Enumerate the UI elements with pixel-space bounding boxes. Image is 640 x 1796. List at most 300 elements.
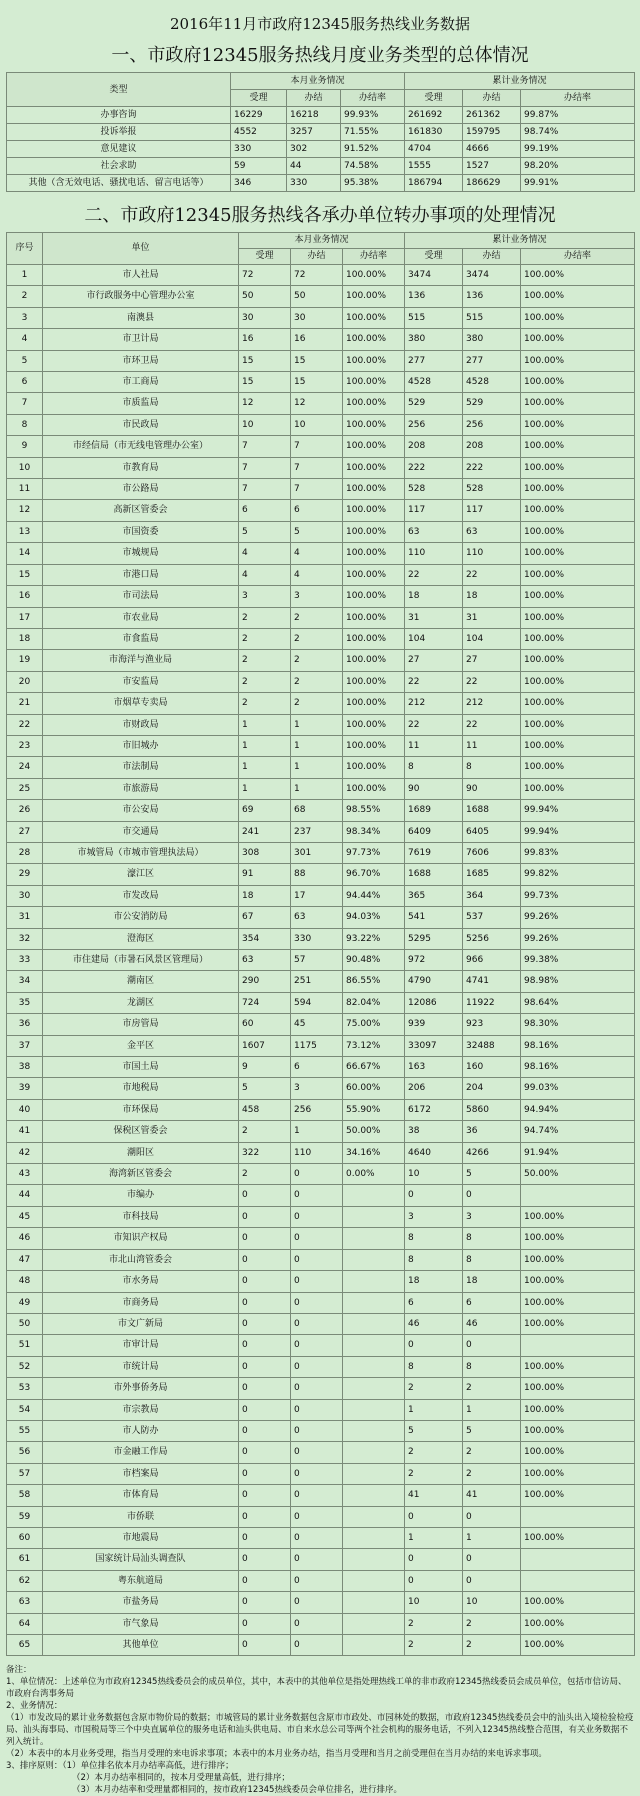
cell-seq: 12: [7, 500, 43, 521]
cell-seq: 25: [7, 778, 43, 799]
note-line: （1）市发改局的累计业务数据包含原市物价局的数据；市城管局的累计业务数据包含原市市政处、市园林处的数据，市政府12345热线委员会中的汕头出入境检验检疫局、汕头海事局、市国税局等三个中央直属单位的服务电话和汕头供电局、市自来水总公司等两个社会机构的服务电话，不列入12345热线整合范围，有关业务数据不列入统计。: [6, 1713, 634, 1748]
cell-type: 意见建议: [7, 141, 231, 158]
table-row: [7, 1549, 635, 1570]
cell-month-accepted: 0: [239, 1378, 291, 1399]
header-month: 本月业务情况: [239, 233, 405, 249]
cell-total-rate: 99.38%: [521, 950, 635, 971]
cell-month-done: 0: [291, 1399, 343, 1420]
cell-month-rate: 100.00%: [343, 586, 405, 607]
cell-total-rate: 99.91%: [521, 175, 635, 192]
cell-unit: 市工商局: [43, 372, 239, 393]
cell-total-done: 27: [463, 650, 521, 671]
cell-month-rate: [343, 1356, 405, 1377]
table-row: [7, 714, 635, 735]
cell-total-rate: 100.00%: [521, 586, 635, 607]
cell-unit: 市知识产权局: [43, 1228, 239, 1249]
cell-month-rate: [343, 1399, 405, 1420]
cell-month-done: 0: [291, 1292, 343, 1313]
cell-month-rate: 91.52%: [341, 141, 405, 158]
cell-total-rate: 100.00%: [521, 350, 635, 371]
cell-month-rate: [343, 1506, 405, 1527]
cell-total-done: 277: [463, 350, 521, 371]
cell-month-done: 10: [291, 414, 343, 435]
cell-seq: 19: [7, 650, 43, 671]
note-line: 1、单位情况：上述单位为市政府12345热线委员会的成员单位，其中，本表中的其他单位是指处理热线工单的非市政府12345热线委员会成员单位，包括市信访局、市政府台湾事务局: [6, 1677, 627, 1700]
table-row: [7, 1527, 635, 1548]
cell-total-accepted: 515: [405, 307, 463, 328]
cell-total-accepted: 110: [405, 543, 463, 564]
cell-total-accepted: 12086: [405, 992, 463, 1013]
cell-month-rate: 50.00%: [343, 1121, 405, 1142]
note-line: （3）本月办结率和受理量都相同的，按市政府12345热线委员会单位排名，进行排序。: [72, 1785, 402, 1796]
cell-total-rate: 100.00%: [521, 414, 635, 435]
header-done: 办结: [463, 90, 521, 107]
cell-seq: 42: [7, 1142, 43, 1163]
header-rate: 办结率: [341, 90, 405, 107]
cell-month-rate: 100.00%: [343, 457, 405, 478]
cell-seq: 9: [7, 436, 43, 457]
cell-month-done: 0: [291, 1313, 343, 1334]
cell-seq: 44: [7, 1185, 43, 1206]
cell-month-done: 0: [291, 1635, 343, 1656]
cell-month-done: 1: [291, 778, 343, 799]
cell-seq: 31: [7, 907, 43, 928]
cell-seq: 10: [7, 457, 43, 478]
cell-month-accepted: 2: [239, 650, 291, 671]
note-line: （2）本月办结率相同的，按本月受理量高低，进行排序；: [72, 1773, 290, 1784]
cell-unit: 市农业局: [43, 607, 239, 628]
cell-total-rate: 100.00%: [521, 436, 635, 457]
cell-seq: 32: [7, 928, 43, 949]
cell-total-accepted: 6409: [405, 821, 463, 842]
cell-unit: 市商务局: [43, 1292, 239, 1313]
cell-total-rate: 99.94%: [521, 821, 635, 842]
cell-month-done: 7: [291, 457, 343, 478]
cell-month-done: 6: [291, 500, 343, 521]
cell-total-rate: 99.26%: [521, 928, 635, 949]
table-row: [7, 1506, 635, 1527]
cell-seq: 43: [7, 1164, 43, 1185]
cell-unit: 市气象局: [43, 1613, 239, 1634]
cell-month-done: 6: [291, 1057, 343, 1078]
cell-month-accepted: 330: [231, 141, 287, 158]
cell-month-accepted: 1: [239, 757, 291, 778]
cell-total-rate: 100.00%: [521, 564, 635, 585]
cell-month-rate: 100.00%: [343, 329, 405, 350]
table-row: [7, 1356, 635, 1377]
cell-unit: 市烟草专卖局: [43, 693, 239, 714]
notes: [6, 1664, 634, 1796]
cell-total-rate: 100.00%: [521, 778, 635, 799]
cell-total-rate: [521, 1506, 635, 1527]
cell-month-rate: [343, 1185, 405, 1206]
cell-month-rate: 55.90%: [343, 1099, 405, 1120]
cell-month-rate: 100.00%: [343, 500, 405, 521]
cell-month-done: 1: [291, 714, 343, 735]
cell-total-rate: 100.00%: [521, 1527, 635, 1548]
table-row: [7, 821, 635, 842]
cell-total-rate: 98.16%: [521, 1057, 635, 1078]
note-line: 3、排序原则：（1）单位排名依本月办结率高低，进行排序；: [6, 1761, 234, 1772]
cell-month-rate: 100.00%: [343, 286, 405, 307]
cell-unit: 市文广新局: [43, 1313, 239, 1334]
cell-month-done: 2: [291, 693, 343, 714]
cell-total-rate: 99.26%: [521, 907, 635, 928]
cell-month-rate: 100.00%: [343, 393, 405, 414]
cell-total-accepted: 4640: [405, 1142, 463, 1163]
cell-total-done: 1527: [463, 158, 521, 175]
cell-unit: 市水务局: [43, 1271, 239, 1292]
cell-seq: 5: [7, 350, 43, 371]
cell-unit: 市盐务局: [43, 1592, 239, 1613]
cell-total-done: 528: [463, 479, 521, 500]
cell-total-accepted: 1: [405, 1527, 463, 1548]
cell-seq: 41: [7, 1121, 43, 1142]
table-row: [7, 286, 635, 307]
cell-total-accepted: 27: [405, 650, 463, 671]
cell-total-accepted: 90: [405, 778, 463, 799]
cell-total-done: 7606: [463, 842, 521, 863]
cell-month-accepted: 7: [239, 457, 291, 478]
cell-month-done: 301: [291, 842, 343, 863]
cell-month-rate: [343, 1206, 405, 1227]
cell-month-accepted: 16229: [231, 107, 287, 124]
cell-total-rate: 100.00%: [521, 1463, 635, 1484]
cell-seq: 60: [7, 1527, 43, 1548]
cell-total-rate: 100.00%: [521, 1313, 635, 1334]
cell-total-accepted: 41: [405, 1485, 463, 1506]
cell-total-done: 160: [463, 1057, 521, 1078]
cell-month-accepted: 15: [239, 372, 291, 393]
cell-month-accepted: 9: [239, 1057, 291, 1078]
cell-total-done: 110: [463, 543, 521, 564]
cell-month-done: 4: [291, 564, 343, 585]
table-row: [7, 1378, 635, 1399]
table-row: [7, 1249, 635, 1270]
cell-seq: 17: [7, 607, 43, 628]
cell-month-done: 2: [291, 628, 343, 649]
cell-month-done: 44: [287, 158, 341, 175]
cell-month-accepted: 63: [239, 950, 291, 971]
cell-month-done: 5: [291, 521, 343, 542]
cell-total-done: 2: [463, 1378, 521, 1399]
cell-total-accepted: 18: [405, 586, 463, 607]
table-row: [7, 107, 635, 124]
cell-month-accepted: 0: [239, 1442, 291, 1463]
cell-month-done: 0: [291, 1378, 343, 1399]
cell-total-accepted: 208: [405, 436, 463, 457]
cell-month-accepted: 0: [239, 1271, 291, 1292]
cell-month-accepted: 0: [239, 1592, 291, 1613]
cell-seq: 16: [7, 586, 43, 607]
cell-month-rate: 66.67%: [343, 1057, 405, 1078]
cell-month-accepted: 50: [239, 286, 291, 307]
cell-month-done: 68: [291, 800, 343, 821]
cell-unit: 市统计局: [43, 1356, 239, 1377]
cell-seq: 24: [7, 757, 43, 778]
cell-month-done: 7: [291, 436, 343, 457]
cell-total-done: 2: [463, 1613, 521, 1634]
cell-total-rate: 100.00%: [521, 671, 635, 692]
cell-total-accepted: 22: [405, 671, 463, 692]
table-row: [7, 1206, 635, 1227]
cell-total-accepted: 1555: [405, 158, 463, 175]
cell-month-done: 256: [291, 1099, 343, 1120]
cell-unit: 潮南区: [43, 971, 239, 992]
cell-month-done: 0: [291, 1335, 343, 1356]
table-row: [7, 141, 635, 158]
note-line: 备注：: [6, 1665, 32, 1676]
cell-total-rate: 98.16%: [521, 1035, 635, 1056]
cell-total-rate: 99.73%: [521, 885, 635, 906]
cell-month-accepted: 30: [239, 307, 291, 328]
cell-seq: 48: [7, 1271, 43, 1292]
header-rate: 办结率: [343, 249, 405, 265]
cell-month-done: 0: [291, 1185, 343, 1206]
section2-title: 二、市政府12345服务热线各承办单位转办事项的处理情况: [84, 205, 556, 226]
cell-month-accepted: 0: [239, 1249, 291, 1270]
cell-total-done: 104: [463, 628, 521, 649]
cell-total-accepted: 18: [405, 1271, 463, 1292]
cell-month-accepted: 3: [239, 586, 291, 607]
cell-month-done: 0: [291, 1356, 343, 1377]
cell-seq: 50: [7, 1313, 43, 1334]
cell-total-accepted: 261692: [405, 107, 463, 124]
cell-seq: 26: [7, 800, 43, 821]
cell-seq: 14: [7, 543, 43, 564]
cell-total-rate: 100.00%: [521, 1420, 635, 1441]
cell-month-done: 330: [291, 928, 343, 949]
cell-month-accepted: 0: [239, 1570, 291, 1591]
table-row: [7, 671, 635, 692]
cell-total-accepted: 972: [405, 950, 463, 971]
cell-month-accepted: 0: [239, 1527, 291, 1548]
cell-month-accepted: 0: [239, 1506, 291, 1527]
cell-total-rate: 100.00%: [521, 265, 635, 286]
cell-total-done: 22: [463, 564, 521, 585]
cell-unit: 市环卫局: [43, 350, 239, 371]
cell-total-done: 380: [463, 329, 521, 350]
cell-seq: 22: [7, 714, 43, 735]
cell-total-done: 46: [463, 1313, 521, 1334]
cell-month-done: 0: [291, 1249, 343, 1270]
cell-total-accepted: 63: [405, 521, 463, 542]
header-accepted: 受理: [231, 90, 287, 107]
cell-unit: 市食监局: [43, 628, 239, 649]
table-row: [7, 1463, 635, 1484]
cell-month-rate: [343, 1378, 405, 1399]
cell-month-rate: 100.00%: [343, 414, 405, 435]
cell-total-accepted: 256: [405, 414, 463, 435]
cell-total-done: 0: [463, 1570, 521, 1591]
table-row: [7, 971, 635, 992]
cell-month-accepted: 69: [239, 800, 291, 821]
cell-seq: 52: [7, 1356, 43, 1377]
cell-total-accepted: 380: [405, 329, 463, 350]
cell-unit: 市科技局: [43, 1206, 239, 1227]
cell-total-rate: 100.00%: [521, 393, 635, 414]
table-row: [7, 992, 635, 1013]
cell-total-rate: 100.00%: [521, 1228, 635, 1249]
cell-month-rate: 100.00%: [343, 757, 405, 778]
table-row: [7, 521, 635, 542]
cell-unit: 市公路局: [43, 479, 239, 500]
cell-unit: 市宗教局: [43, 1399, 239, 1420]
table-row: [7, 907, 635, 928]
cell-total-rate: 100.00%: [521, 286, 635, 307]
page-title: 2016年11月市政府12345服务热线业务数据: [170, 15, 470, 33]
cell-total-accepted: 212: [405, 693, 463, 714]
cell-seq: 3: [7, 307, 43, 328]
cell-total-done: 32488: [463, 1035, 521, 1056]
cell-month-done: 330: [287, 175, 341, 192]
table-row: [7, 864, 635, 885]
cell-month-accepted: 308: [239, 842, 291, 863]
cell-total-accepted: 2: [405, 1378, 463, 1399]
cell-month-done: 0: [291, 1164, 343, 1185]
cell-seq: 7: [7, 393, 43, 414]
cell-total-accepted: 22: [405, 564, 463, 585]
cell-month-rate: 100.00%: [343, 265, 405, 286]
cell-month-accepted: 0: [239, 1613, 291, 1634]
cell-total-done: 186629: [463, 175, 521, 192]
cell-unit: 市旅游局: [43, 778, 239, 799]
cell-total-rate: 98.64%: [521, 992, 635, 1013]
cell-month-rate: 100.00%: [343, 564, 405, 585]
cell-total-rate: 50.00%: [521, 1164, 635, 1185]
cell-total-rate: 100.00%: [521, 500, 635, 521]
cell-month-accepted: 15: [239, 350, 291, 371]
cell-total-done: 2: [463, 1442, 521, 1463]
cell-seq: 45: [7, 1206, 43, 1227]
cell-total-done: 256: [463, 414, 521, 435]
cell-total-done: 31: [463, 607, 521, 628]
cell-total-rate: 100.00%: [521, 307, 635, 328]
cell-unit: 市审计局: [43, 1335, 239, 1356]
cell-seq: 35: [7, 992, 43, 1013]
table-row: [7, 307, 635, 328]
table-row: [7, 778, 635, 799]
cell-month-rate: [343, 1463, 405, 1484]
table-row: [7, 1057, 635, 1078]
cell-total-done: 90: [463, 778, 521, 799]
cell-unit: 市行政服务中心管理办公室: [43, 286, 239, 307]
cell-total-done: 2: [463, 1635, 521, 1656]
cell-month-rate: 100.00%: [343, 521, 405, 542]
table-row: [7, 479, 635, 500]
cell-seq: 1: [7, 265, 43, 286]
cell-seq: 47: [7, 1249, 43, 1270]
cell-month-done: 0: [291, 1570, 343, 1591]
cell-total-rate: 100.00%: [521, 1442, 635, 1463]
cell-total-accepted: 2: [405, 1613, 463, 1634]
cell-total-accepted: 541: [405, 907, 463, 928]
cell-unit: 市国资委: [43, 521, 239, 542]
cell-total-accepted: 5: [405, 1420, 463, 1441]
cell-month-done: 7: [291, 479, 343, 500]
table-row: [7, 757, 635, 778]
table-row: [7, 693, 635, 714]
header-done: 办结: [287, 90, 341, 107]
cell-total-done: 5: [463, 1420, 521, 1441]
header-seq: 序号: [7, 233, 43, 265]
table-row: [7, 372, 635, 393]
cell-total-accepted: 117: [405, 500, 463, 521]
cell-month-accepted: 72: [239, 265, 291, 286]
cell-unit: 市环保局: [43, 1099, 239, 1120]
table-row: [7, 1635, 635, 1656]
cell-total-done: 5860: [463, 1099, 521, 1120]
cell-total-accepted: 1: [405, 1399, 463, 1420]
header-type: 类型: [7, 73, 231, 107]
cell-total-rate: 91.94%: [521, 1142, 635, 1163]
cell-month-done: 0: [291, 1228, 343, 1249]
cell-unit: 保税区管委会: [43, 1121, 239, 1142]
cell-seq: 36: [7, 1014, 43, 1035]
cell-total-accepted: 3474: [405, 265, 463, 286]
cell-month-done: 0: [291, 1485, 343, 1506]
table-row: [7, 1185, 635, 1206]
cell-unit: 市地税局: [43, 1078, 239, 1099]
cell-unit: 龙湖区: [43, 992, 239, 1013]
cell-total-rate: 100.00%: [521, 1356, 635, 1377]
cell-total-done: 136: [463, 286, 521, 307]
cell-unit: 市房管局: [43, 1014, 239, 1035]
cell-total-accepted: 6: [405, 1292, 463, 1313]
cell-seq: 40: [7, 1099, 43, 1120]
cell-total-accepted: 163: [405, 1057, 463, 1078]
cell-seq: 39: [7, 1078, 43, 1099]
cell-month-done: 0: [291, 1442, 343, 1463]
cell-month-rate: [343, 1420, 405, 1441]
cell-month-rate: 98.55%: [343, 800, 405, 821]
cell-month-rate: 100.00%: [343, 628, 405, 649]
cell-total-done: 5256: [463, 928, 521, 949]
cell-total-rate: [521, 1570, 635, 1591]
cell-month-accepted: 322: [239, 1142, 291, 1163]
cell-seq: 56: [7, 1442, 43, 1463]
cell-unit: 市质监局: [43, 393, 239, 414]
cell-month-accepted: 0: [239, 1420, 291, 1441]
cell-month-done: 50: [291, 286, 343, 307]
note-line: 2、业务情况：: [6, 1701, 63, 1712]
table-row: [7, 650, 635, 671]
cell-month-done: 110: [291, 1142, 343, 1163]
cell-seq: 58: [7, 1485, 43, 1506]
cell-month-accepted: 2: [239, 607, 291, 628]
cell-total-rate: 100.00%: [521, 1249, 635, 1270]
cell-month-rate: 100.00%: [343, 479, 405, 500]
cell-month-rate: 95.38%: [341, 175, 405, 192]
table-row: [7, 1014, 635, 1035]
cell-unit: 市发改局: [43, 885, 239, 906]
cell-month-accepted: 1607: [239, 1035, 291, 1056]
cell-seq: 51: [7, 1335, 43, 1356]
cell-total-done: 537: [463, 907, 521, 928]
cell-unit: 市港口局: [43, 564, 239, 585]
cell-seq: 27: [7, 821, 43, 842]
cell-total-done: 5: [463, 1164, 521, 1185]
cell-seq: 53: [7, 1378, 43, 1399]
cell-total-done: 4666: [463, 141, 521, 158]
cell-month-done: 3257: [287, 124, 341, 141]
cell-total-accepted: 0: [405, 1549, 463, 1570]
cell-month-done: 88: [291, 864, 343, 885]
cell-type: 投诉举报: [7, 124, 231, 141]
cell-month-rate: [343, 1249, 405, 1270]
cell-total-done: 923: [463, 1014, 521, 1035]
cell-total-rate: 100.00%: [521, 1592, 635, 1613]
